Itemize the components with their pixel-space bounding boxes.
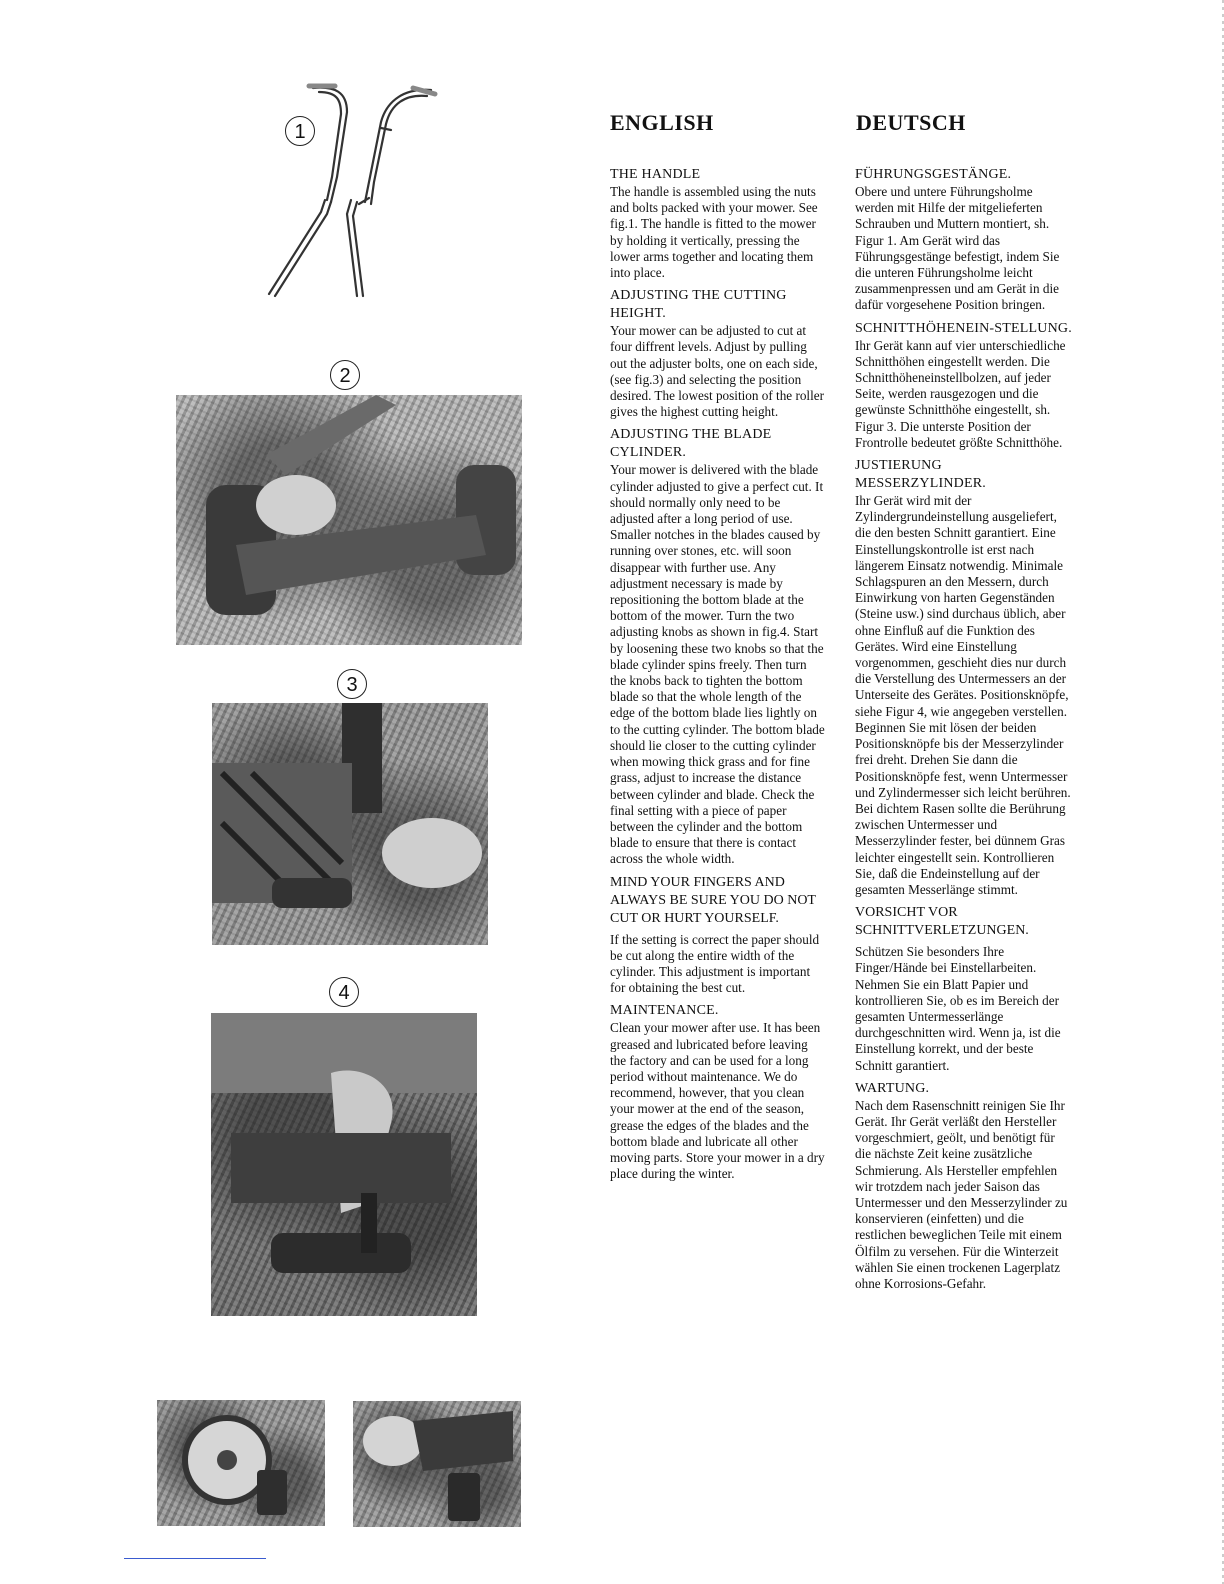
english-paper-text: If the setting is correct the paper should be cut along the entire width of the cylinder. This adjustment is important for obtaining the best cut. bbox=[610, 931, 820, 996]
english-warning: MIND YOUR FINGERS AND ALWAYS BE SURE YOU DO NOT CUT OR HURT YOURSELF. bbox=[610, 874, 816, 926]
figure-3-number: 3 bbox=[337, 669, 367, 699]
bottom-photo-lubricating-blades bbox=[353, 1401, 521, 1527]
bottom-photo-lubricating-wheel bbox=[157, 1400, 325, 1526]
handle-drawing bbox=[255, 82, 445, 304]
deutsch-warning: VORSICHT VOR SCHNITTVERLETZUNGEN. bbox=[855, 905, 1029, 939]
deutsch-title: DEUTSCH bbox=[856, 110, 966, 135]
deutsch-blade-text: Ihr Gerät wird mit der Zylindergrundeinstellung ausgeliefert, die den besten Schnitt garantiert. Eine Einstellungskontrolle ist erst nach längerem Einsatz notwendig. Minimale Schlagspuren an den Messern, durch Einwirkung von harten Gegenständen (Steine usw.) sind durchaus üblich, aber ohne Einfluß auf die Funktion des Gerätes. Wird eine Einstellung vorgenommen, geschieht dies nur durch die Verstellung des Untermessers an der Unterseite des Gerätes. Positionsknöpfe, siehe Figur 4, wie angegeben verstellen. Beginnen Sie mit lösen der beiden Positionsknöpfe bis der Messerzylinder frei dreht. Drehen Sie dann die Positionsknöpfe fest, wenn Untermesser und Zylindermesser sich leicht berühren. Bei dichtem Rasen sollte die Berührung zwischen Untermesser und Messerzylinder fester, bei dünnem Gras leichter eingestellt sein. Kontrollieren Sie, daß die Endeinstellung auf der gesamten Messerlänge stimmt. bbox=[855, 493, 1071, 897]
english-height-text: Your mower can be adjusted to cut at four diffrent levels. Adjust by pulling out the adjuster bolts, one on each side, (see fig.3) and selecting the position desired. The lowest position of the roller gives the highest cutting height. bbox=[610, 323, 825, 420]
deutsch-column bbox=[855, 166, 1073, 1298]
english-handle-heading: THE HANDLE bbox=[610, 167, 701, 182]
english-maintenance-text: Clean your mower after use. It has been greased and lubricated before leaving the factory and can be used for a long period without maintenance. We do recommend, however, that you clean your mower at the end of the season, grease the edges of the blades and the bottom blade and lubricate all other moving parts. Store your mower in a dry place during the winter. bbox=[610, 1020, 825, 1182]
bottom-rule-line bbox=[124, 1558, 266, 1559]
deutsch-handle-heading: FÜHRUNGSGESTÄNGE. bbox=[855, 167, 1012, 182]
english-blade-heading: ADJUSTING THE BLADE CYLINDER. bbox=[610, 427, 772, 461]
figure-4-number: 4 bbox=[329, 977, 359, 1007]
figure-1-number: 1 bbox=[285, 116, 315, 146]
deutsch-maintenance-text: Nach dem Rasenschnitt reinigen Sie Ihr Gerät. Ihr Gerät verläßt den Hersteller vorgeschmiert, geölt, und benötigt für die nächste Zeit keine zusätzliche Schmierung. Als Hersteller empfehlen wir trotzdem nach jeder Saison das Untermesser und den Messerzylinder zu konservieren (einfetten) und die restlichen beweglichen Teile mit einem Ölfilm zu versehen. Für die Winterzeit wählen Sie einen trockenen Lagerplatz ohne Korrosions-Gefahr. bbox=[855, 1097, 1068, 1291]
english-height-heading: ADJUSTING THE CUTTING HEIGHT. bbox=[610, 288, 787, 322]
english-title: ENGLISH bbox=[610, 110, 714, 135]
deutsch-maintenance-heading: WARTUNG. bbox=[855, 1080, 930, 1096]
english-blade-text: Your mower is delivered with the blade cylinder adjusted to give a perfect cut. It should normally only need to be adjusted after a long period of use. Smaller notches in the blades caused by running over stones, etc. will soon disappear with further use. Any adjustment necessary is made by repositioning the bottom blade at the bottom of the mower. Turn the two adjusting knobs as shown in fig.4. Start by loosening these two knobs so that the blade cylinder spins freely. Then turn the knobs back to tighten the bottom blade so that the whole length of the edge of the bottom blade lies lightly on to the cutting cylinder. The bottom blade should lie closer to the cutting cylinder when mowing thick grass and for fine grass, adjust to increase the distance between cylinder and blade. Check the final setting with a piece of paper between the cylinder and the bottom blade to ensure that there is contact across the whole width. bbox=[610, 462, 825, 867]
english-maintenance-heading: MAINTENANCE. bbox=[610, 1003, 719, 1019]
figure-4-photo-adjusting-knobs bbox=[211, 1013, 477, 1316]
figure-2-number: 2 bbox=[330, 360, 360, 390]
figure-3-photo-blade-cylinder bbox=[212, 703, 488, 945]
figure-2-photo-mower-height-adjust bbox=[176, 395, 522, 645]
english-column bbox=[610, 166, 826, 1188]
english-handle-text: The handle is assembled using the nuts and bolts packed with your mower. See fig.1. The handle is fitted to the mower by holding it vertically, pressing the lower arms together and locating them into place. bbox=[610, 184, 818, 281]
deutsch-warning-text: Schützen Sie besonders Ihre Finger/Hände bei Einstellarbeiten. Nehmen Sie ein Blatt Papier und kontrollieren Sie, ob es im Bereich der gesamten Untermesserlänge durchgeschnitten wird. Wenn ja, ist die Einstellung korrekt, und der beste Schnitt garantiert. bbox=[855, 944, 1061, 1073]
deutsch-handle-text: Obere und untere Führungsholme werden mit Hilfe der mitgelieferten Schrauben und Muttern montiert, sh. Figur 1. Am Gerät wird das Führungsgestänge befestigt, indem Sie die unteren Führungsholme leicht zusammenpressen und am Gerät in die dafür vorgesehene Position bringen. bbox=[855, 184, 1060, 313]
deutsch-blade-heading: JUSTIERUNG MESSERZYLINDER. bbox=[855, 458, 986, 492]
deutsch-height-text: Ihr Gerät kann auf vier unterschiedliche Schnitthöhen eingestellt werden. Die Schnitthöheneinstellbolzen, auf jeder Seite, werden rausgezogen und die gewünste Schnitthöhe eingestellt, sh. Figur 3. Die unterste Position der Frontrolle bedeutet größte Schnitthöhe. bbox=[855, 337, 1066, 450]
deutsch-height-heading: SCHNITTHÖHENEIN-STELLUNG. bbox=[855, 320, 1072, 336]
